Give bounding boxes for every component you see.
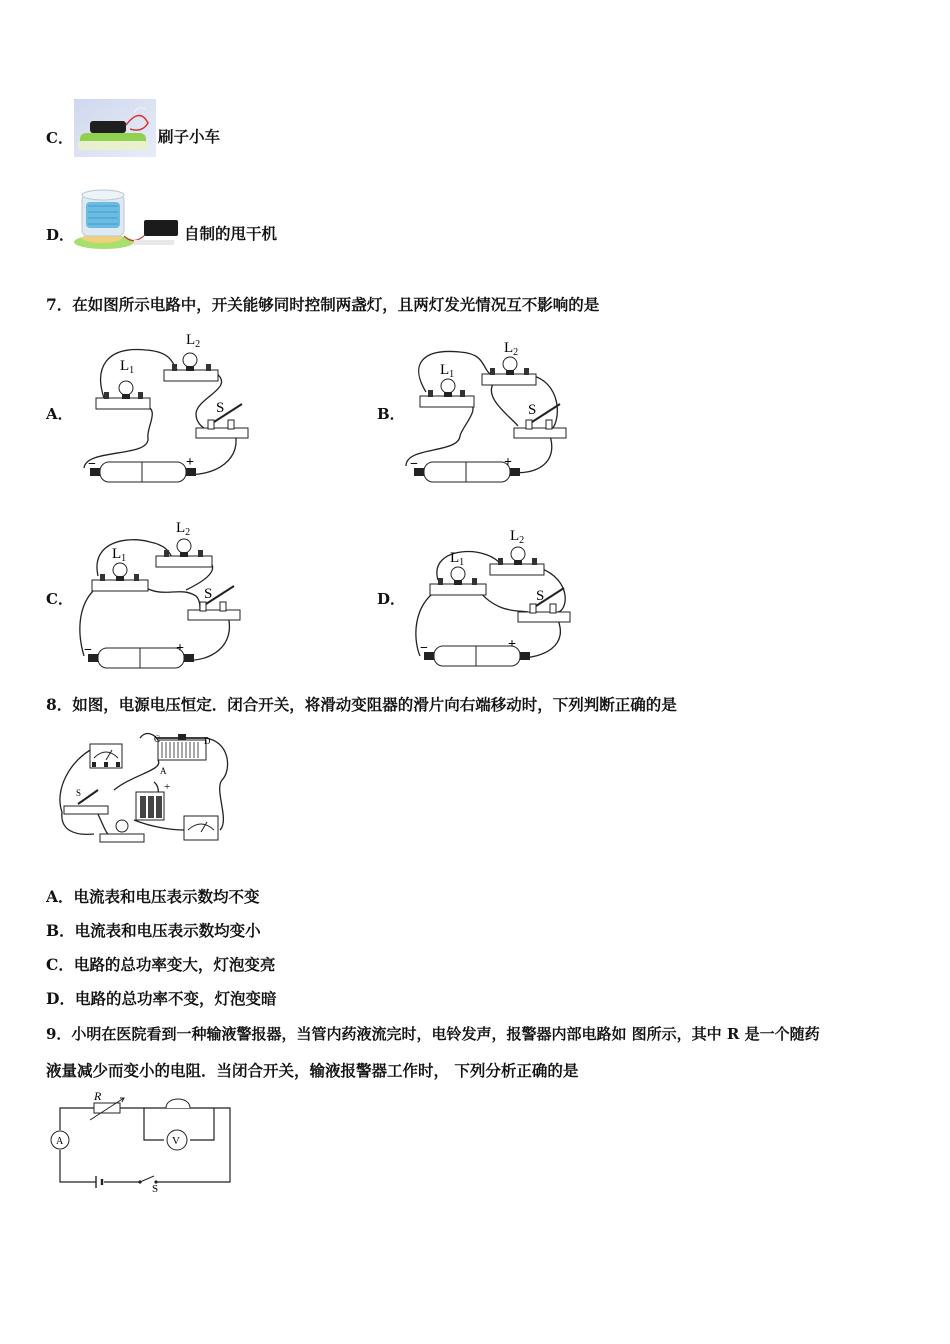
q8-option-d: D．电路的总功率不变，灯泡变暗 xyxy=(46,989,277,1008)
q9-stem-line2: 液量减少而变小的电阻．当闭合开关，输液报警器工作时， 下列分析正确的是 xyxy=(46,1061,579,1080)
lamp-l1 xyxy=(96,381,150,409)
label-s: S xyxy=(152,1183,159,1195)
battery xyxy=(90,462,196,482)
option-c-label: C． xyxy=(46,129,73,147)
switch-s xyxy=(140,1176,154,1182)
bell xyxy=(166,1099,190,1108)
lamp-l1 xyxy=(92,563,148,591)
option-d-text: 自制的甩干机 xyxy=(184,224,278,243)
q8-option-c: C．电路的总功率变大，灯泡变亮 xyxy=(46,955,276,974)
label-plus: + xyxy=(504,455,512,470)
lamp-l2 xyxy=(164,353,218,381)
label-c: C xyxy=(154,734,161,744)
q7-option-a: A． xyxy=(46,405,73,423)
switch-s xyxy=(188,586,240,620)
q8-option-a: A．电流表和电压表示数均不变 xyxy=(46,887,260,906)
q8-option-b: B．电流表和电压表示数均变小 xyxy=(46,921,261,940)
label-l2: $L_2$ xyxy=(186,332,201,350)
label-l2: $L_2$ xyxy=(510,528,525,546)
brush-car-image xyxy=(74,99,156,157)
lamp-l2 xyxy=(490,547,544,575)
option-d-label: D． xyxy=(46,226,75,244)
label-s: S xyxy=(216,400,225,416)
label-plus: + xyxy=(164,781,171,793)
label-a: A xyxy=(56,1136,64,1147)
q7-option-b: B． xyxy=(377,405,405,423)
switch-s xyxy=(514,404,566,438)
lamp-l2 xyxy=(156,539,212,567)
lamp-l1 xyxy=(430,567,486,595)
q9-stem-line1: 9．小明在医院看到一种输液警报器，当管内药液流完时，电铃发声，报警器内部电路如 图所示，其中 R 是一个随药 xyxy=(46,1025,820,1043)
label-l1: $L_1$ xyxy=(450,550,465,568)
q7-stem: 7．在如图所示电路中，开关能够同时控制两盏灯，且两灯发光情况互不影响的是 xyxy=(46,295,600,314)
q7-option-d: D． xyxy=(377,590,406,608)
label-l1: $L_1$ xyxy=(112,546,127,564)
label-minus: − xyxy=(410,457,418,472)
battery-pack xyxy=(136,792,164,820)
label-minus: − xyxy=(84,643,92,658)
label-l1: $L_1$ xyxy=(440,362,455,380)
q8-circuit xyxy=(54,730,234,848)
q8-stem: 8．如图，电源电压恒定．闭合开关，将滑动变阻器的滑片向右端移动时，下列判断正确的是 xyxy=(46,695,677,714)
label-s: S xyxy=(204,586,213,602)
lamp-l1 xyxy=(420,379,474,407)
label-s: S xyxy=(528,402,537,418)
label-s: S xyxy=(536,588,545,604)
lamp xyxy=(100,820,144,842)
q7-circuit-d xyxy=(408,524,588,674)
label-plus: + xyxy=(186,455,194,470)
q7-circuit-c xyxy=(70,516,250,674)
label-plus: + xyxy=(508,637,516,652)
q7-option-c: C． xyxy=(46,590,73,608)
label-s: S xyxy=(76,788,82,798)
label-minus: − xyxy=(88,457,96,472)
lamp-l2 xyxy=(482,357,536,385)
label-l2: $L_2$ xyxy=(504,340,519,358)
q7-circuit-a xyxy=(76,328,256,490)
switch-s xyxy=(64,790,108,814)
label-minus: − xyxy=(420,641,428,656)
spin-dryer-image xyxy=(74,186,182,252)
label-d: D xyxy=(204,736,211,746)
ammeter-meter xyxy=(90,744,122,768)
resistor-r xyxy=(94,1103,120,1113)
voltmeter-meter xyxy=(184,816,218,840)
rheostat xyxy=(156,734,208,760)
label-v: V xyxy=(172,1135,180,1147)
label-l2: $L_2$ xyxy=(176,520,191,538)
label-l1: $L_1$ xyxy=(120,358,135,376)
label-r: R xyxy=(94,1090,102,1103)
q7-circuit-b xyxy=(400,336,580,490)
option-c-text: 刷子小车 xyxy=(158,127,221,146)
q9-circuit xyxy=(44,1090,240,1198)
label-a: A xyxy=(160,766,167,776)
label-plus: + xyxy=(176,641,184,656)
